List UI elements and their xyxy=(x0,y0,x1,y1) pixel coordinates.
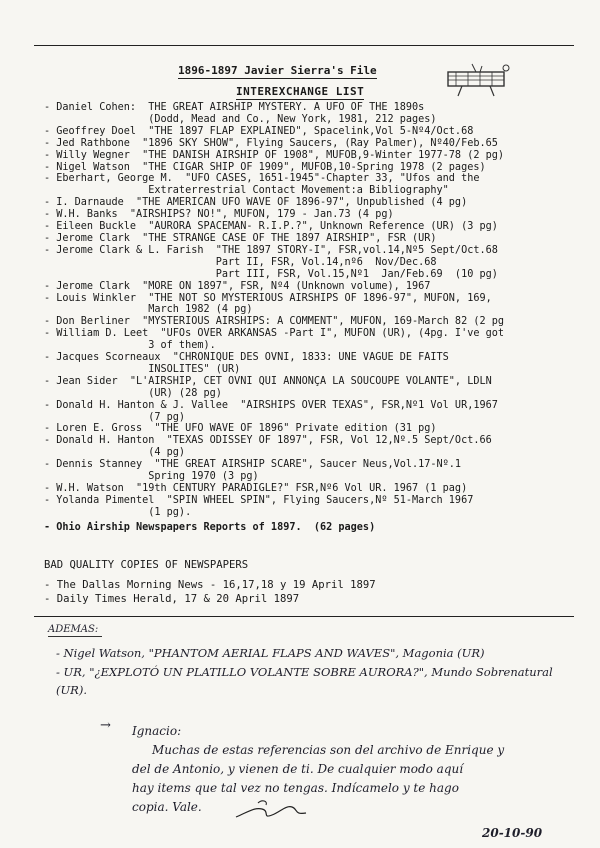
list-item: Extraterrestrial Contact Movement:a Bibliography" xyxy=(44,185,449,197)
list-item: Spring 1970 (3 pg) xyxy=(44,471,259,483)
list-item: - Louis Winkler "THE NOT SO MYSTERIOUS AIRSHIPS OF 1896-97", MUFON, 169, xyxy=(44,292,492,304)
list-item: - Jacques Scorneaux "CHRONIQUE DES OVNI, 1833: UNE VAGUE DE FAITS xyxy=(44,352,449,364)
list-item: (Dodd, Mead and Co., New York, 1981, 212 pages) xyxy=(44,113,437,125)
list-item: March 1982 (4 pg) xyxy=(44,304,253,316)
document-title: 1896-1897 Javier Sierra's File xyxy=(178,64,377,77)
list-item: - Loren E. Gross "THE UFO WAVE OF 1896" Private edition (31 pg) xyxy=(44,423,437,435)
arrow-icon: → xyxy=(100,718,111,733)
list-item: - W.H. Banks "AIRSHIPS? NO!", MUFON, 179 - Jan.73 (4 pg) xyxy=(44,209,394,221)
section-heading: BAD QUALITY COPIES OF NEWSPAPERS xyxy=(44,559,249,571)
list-item: Part II, FSR, Vol.14,nº6 Nov/Dec.68 xyxy=(44,256,437,268)
list-item: 3 of them). xyxy=(44,340,216,352)
corner-mark: 20-10-90 xyxy=(482,826,543,840)
list-item: (UR) (28 pg) xyxy=(44,387,222,399)
letter-line: copia. Vale. xyxy=(132,800,202,814)
list-item: - Daniel Cohen: THE GREAT AIRSHIP MYSTERY. A UFO OF THE 1890s xyxy=(44,102,425,113)
list-item: - I. Darnaude "THE AMERICAN UFO WAVE OF 1896-97", Unpublished (4 pg) xyxy=(44,197,468,209)
list-item: - Jed Rathbone "1896 SKY SHOW", Flying Saucers, (Ray Palmer), Nº40/Feb.65 xyxy=(44,137,498,149)
handwritten-letter xyxy=(132,722,587,817)
document-subtitle: INTEREXCHANGE LIST xyxy=(236,85,365,98)
letter-greeting: Ignacio: xyxy=(132,724,182,738)
list-item: (1 pg). xyxy=(44,506,192,518)
list-item: - Eileen Buckle "AURORA SPACEMAN- R.I.P.?", Unknown Reference (UR) (3 pg) xyxy=(44,221,498,233)
list-item: - Eberhart, George M. "UFO CASES, 1651-1945"-Chapter 33, "Ufos and the xyxy=(44,173,480,185)
list-item: - The Dallas Morning News - 16,17,18 y 19 April 1897 xyxy=(44,579,376,591)
list-item: Part III, FSR, Vol.15,Nº1 Jan/Feb.69 (10 pg) xyxy=(44,268,498,280)
handwritten-note: - UR, "¿EXPLOTÓ UN PLATILLO VOLANTE SOBRE AURORA?", Mundo Sobrenatural xyxy=(56,665,553,679)
list-item: - Willy Wegner "THE DANISH AIRSHIP OF 1908", MUFOB,9-Winter 1977-78 (2 pg) xyxy=(44,149,505,161)
signature-icon xyxy=(232,795,312,825)
list-item: INSOLITES" (UR) xyxy=(44,363,241,375)
list-item: - William D. Leet "UFOs OVER ARKANSAS -Part I", MUFON (UR), (4pg. I've got xyxy=(44,328,505,340)
list-item: - Daily Times Herald, 17 & 20 April 1897 xyxy=(44,593,300,605)
list-item: - Dennis Stanney "THE GREAT AIRSHIP SCARE", Saucer Neus,Vol.17-Nº.1 xyxy=(44,459,462,471)
list-item: - W.H. Watson "19th CENTURY PARADIGLE?" FSR,Nº6 Vol UR. 1967 (1 pag) xyxy=(44,483,468,494)
handwritten-label: ADEMAS: xyxy=(48,624,99,635)
list-item: - Jerome Clark "THE STRANGE CASE OF THE 1897 AIRSHIP", FSR (UR) xyxy=(44,232,437,244)
reference-list xyxy=(44,102,584,534)
list-item: (4 pg) xyxy=(44,447,186,459)
list-item: - Nigel Watson "THE CIGAR SHIP OF 1909", MUFOB,10-Spring 1978 (2 pages) xyxy=(44,161,486,173)
handwritten-note: - Nigel Watson, "PHANTOM AERIAL FLAPS AND WAVES", Magonia (UR) xyxy=(56,646,485,660)
airship-sketch-icon xyxy=(442,60,512,100)
list-item: - Donald H. Hanton "TEXAS ODISSEY OF 1897", FSR, Vol 12,Nº.5 Sept/Oct.66 xyxy=(44,435,492,447)
list-item: - Geoffrey Doel "THE 1897 FLAP EXPLAINED", Spacelink,Vol 5-Nº4/Oct.68 xyxy=(44,125,474,137)
list-item: - Don Berliner "MYSTERIOUS AIRSHIPS: A COMMENT", MUFON, 169-March 82 (2 pg xyxy=(44,316,505,328)
list-item: - Jerome Clark "MORE ON 1897", FSR, Nº4 (Unknown volume), 1967 xyxy=(44,280,431,292)
list-item: - Ohio Airship Newspapers Reports of 1897. (62 pages) xyxy=(44,521,376,533)
list-item: - Donald H. Hanton & J. Vallee "AIRSHIPS OVER TEXAS", FSR,Nº1 Vol UR,1967 xyxy=(44,399,498,411)
bad-copies-section xyxy=(44,558,376,606)
list-item: (7 pg) xyxy=(44,411,186,423)
letter-line: Muchas de estas referencias son del archivo de Enrique y xyxy=(152,743,505,757)
letter-line: del de Antonio, y vienen de ti. De cualquier modo aquí xyxy=(132,762,464,776)
top-rule xyxy=(34,45,574,46)
list-item: - Jerome Clark & L. Farish "THE 1897 STORY-I", FSR,vol.14,Nº5 Sept/Oct.68 xyxy=(44,244,498,256)
handwritten-note: (UR). xyxy=(56,683,87,697)
letter-line: hay items que tal vez no tengas. Indícamelo y te hago xyxy=(132,781,459,795)
section-divider xyxy=(34,616,574,617)
list-item: - Jean Sider "L'AIRSHIP, CET OVNI QUI ANNONÇA LA SOUCOUPE VOLANTE", LDLN xyxy=(44,375,492,387)
list-item: - Yolanda Pimentel "SPIN WHEEL SPIN", Flying Saucers,Nº 51-March 1967 xyxy=(44,494,474,506)
